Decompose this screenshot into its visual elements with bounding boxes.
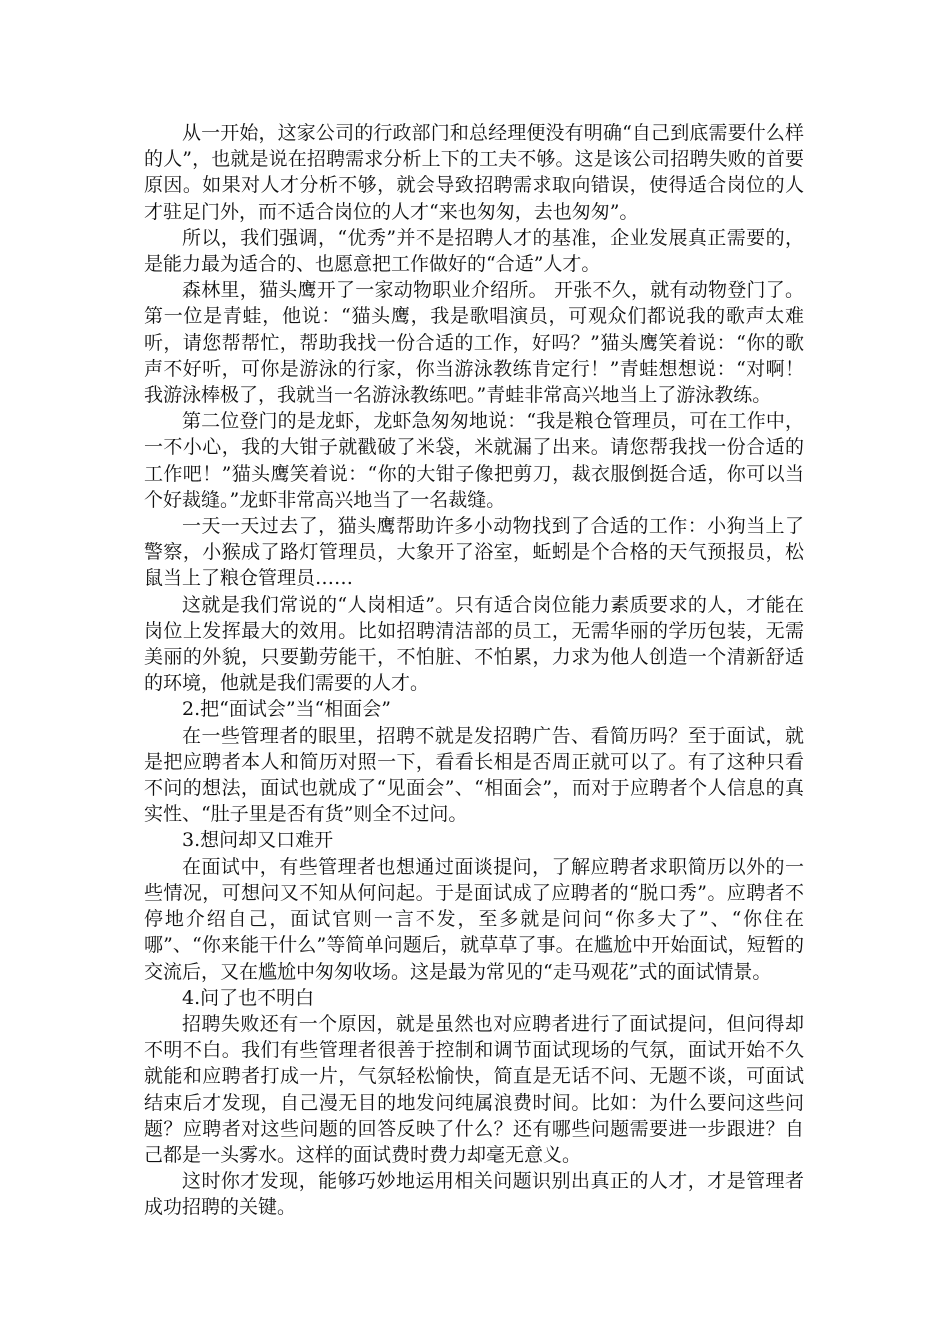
paragraph-8: 在面试中，有些管理者也想通过面谈提问，了解应聘者求职简历以外的一些情况，可想问又不知从何问起。于是面试成了应聘者的“脱口秀”。应聘者不停地介绍自己，面试官则一言不发，至多就是问问“你多大了”、“你住在哪”、“你来能干什么”等简单问题后，就草草了事。在尴尬中开始面试，短暂的交流后，又在尴尬中匆匆收场。这是最为常见的“走马观花”式的面试情景。 bbox=[144, 855, 804, 983]
section-heading-3: 3.想问却又口难开 bbox=[182, 829, 334, 852]
document-body bbox=[144, 120, 804, 1221]
paragraph-9: 招聘失败还有一个原因，就是虽然也对应聘者进行了面试提问，但问得却不明不白。我们有些管理者很善于控制和调节面试现场的气氛，面试开始不久就能和应聘者打成一片，气氛轻松愉快，简直是无话不问、无题不谈，可面试结束后才发现，自己漫无目的地发问纯属浪费时间。比如：为什么要问这些问题？应聘者对这些问题的回答反映了什么？还有哪些问题需要进一步跟进？自己都是一头雾水。这样的面试费时费力却毫无意义。 bbox=[144, 1012, 804, 1166]
paragraph-5: 一天一天过去了，猫头鹰帮助许多小动物找到了合适的工作：小狗当上了警察，小猴成了路灯管理员，大象开了浴室，蚯蚓是个合格的天气预报员，松鼠当上了粮仓管理员…… bbox=[144, 515, 804, 590]
paragraph-7: 在一些管理者的眼里，招聘不就是发招聘广告、看简历吗？至于面试，就是把应聘者本人和简历对照一下，看看长相是否周正就可以了。有了这种只看不问的想法，面试也就成了“见面会”、“相面会”，而对于应聘者个人信息的真实性、“肚子里是否有货”则全不过问。 bbox=[144, 724, 804, 826]
paragraph-10: 这时你才发现，能够巧妙地运用相关问题识别出真正的人才，才是管理者成功招聘的关键。 bbox=[144, 1170, 804, 1219]
paragraph-4: 第二位登门的是龙虾，龙虾急匆匆地说：“我是粮仓管理员，可在工作中，一不小心，我的大钳子就戳破了米袋，米就漏了出来。请您帮我找一份合适的工作吧！”猫头鹰笑着说：“你的大钳子像把剪刀，裁衣服倒挺合适，你可以当个好裁缝。”龙虾非常高兴地当了一名裁缝。 bbox=[144, 410, 804, 511]
section-heading-4: 4.问了也不明白 bbox=[182, 986, 315, 1009]
section-heading-2: 2.把“面试会”当“相面会” bbox=[182, 698, 391, 721]
paragraph-1: 从一开始，这家公司的行政部门和总经理便没有明确“自己到底需要什么样的人”，也就是说在招聘需求分析上下的工夫不够。这是该公司招聘失败的首要原因。如果对人才分析不够，就会导致招聘需求取向错误，使得适合岗位的人才驻足门外，而不适合岗位的人才“来也匆匆，去也匆匆”。 bbox=[144, 122, 804, 223]
paragraph-6: 这就是我们常说的“人岗相适”。只有适合岗位能力素质要求的人，才能在岗位上发挥最大的效用。比如招聘清洁部的员工，无需华丽的学历包装，无需美丽的外貌，只要勤劳能干，不怕脏、不怕累，力求为他人创造一个清新舒适的环境，他就是我们需要的人才。 bbox=[144, 593, 804, 695]
paragraph-2: 所以，我们强调，“优秀”并不是招聘人才的基准，企业发展真正需要的，是能力最为适合的、也愿意把工作做好的“合适”人才。 bbox=[144, 226, 804, 276]
paragraph-3: 森林里，猫头鹰开了一家动物职业介绍所。 开张不久，就有动物登门了。第一位是青蛙，他说：“猫头鹰，我是歌唱演员，可观众们都说我的歌声太难听，请您帮帮忙，帮助我找一份合适的工作，好吗？”猫头鹰笑着说：“你的歌声不好听，可你是游泳的行家，你当游泳教练肯定行！”青蛙想想说：“对啊！我游泳棒极了，我就当一名游泳教练吧。”青蛙非常高兴地当上了游泳教练。 bbox=[144, 279, 804, 407]
